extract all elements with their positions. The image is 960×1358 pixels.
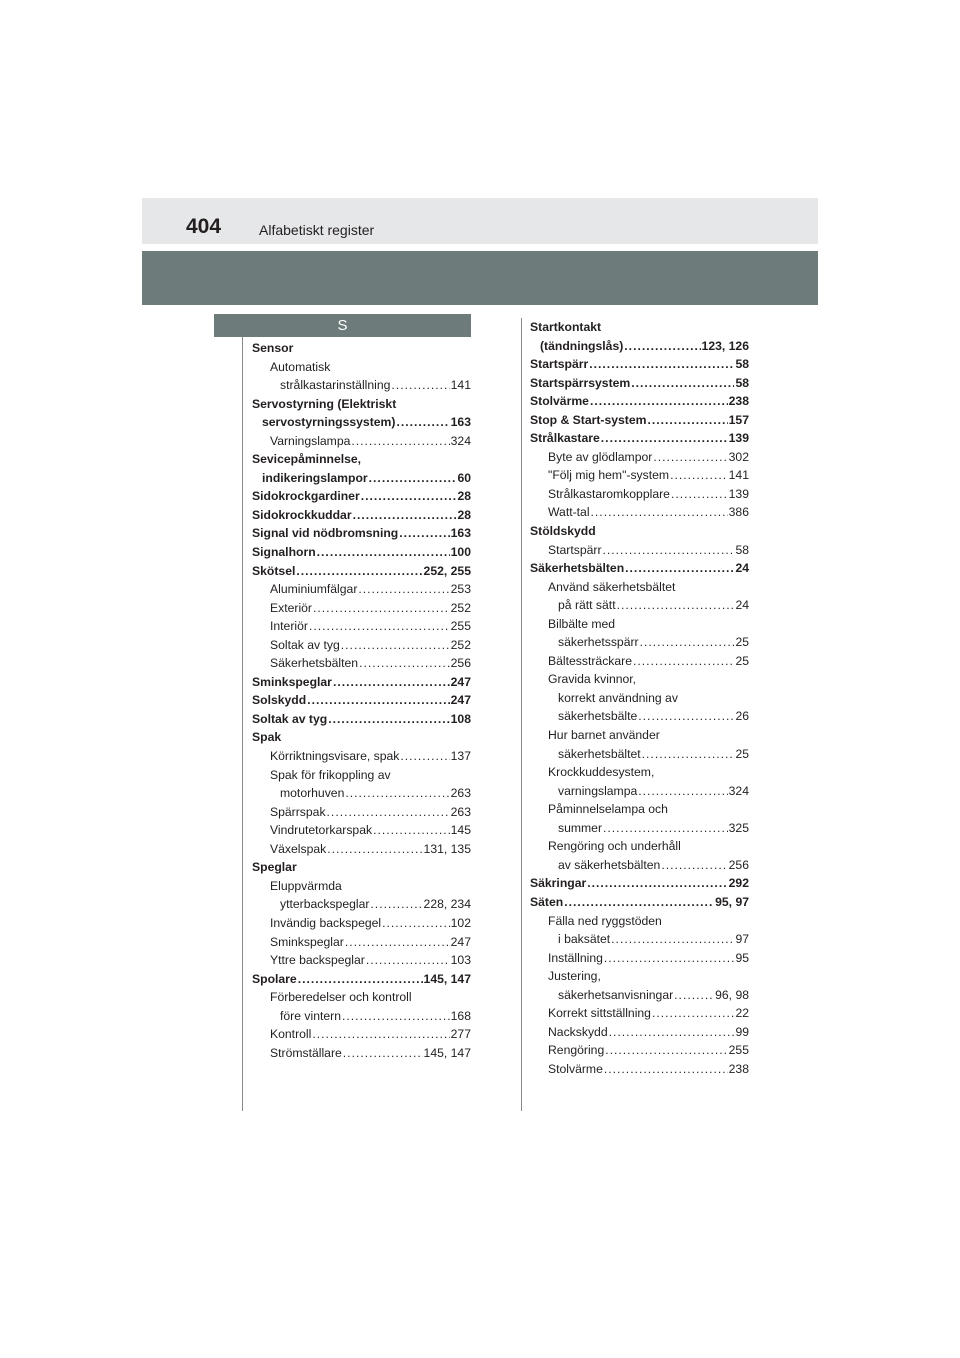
entry-page-ref: 238 [728,394,749,409]
entry-page-ref: 141 [450,378,471,393]
entry-page-ref: 252, 255 [423,563,471,578]
entry-page-ref: 253 [450,582,471,597]
entry-page-ref: 25 [735,653,749,668]
entry-page-ref: 263 [450,786,471,801]
entry-term: Säkerhetsbälten [270,656,359,671]
entry-term: Byte av glödlampor [548,449,653,464]
entry-page-ref: 58 [735,542,749,557]
entry-term: Justering, [548,969,601,984]
dot-leader [603,541,735,560]
entry-page-ref: 252 [450,637,471,652]
entry-term: Spak [252,730,282,745]
entry-term: Kontroll [270,1027,312,1042]
index-entry [530,986,749,1005]
dot-leader [670,466,728,485]
index-entry [530,893,749,912]
entry-term: före vintern [280,1008,341,1023]
index-entry [252,543,471,562]
header-bar [142,198,818,244]
entry-page-ref: 123, 126 [701,338,749,353]
entry-page-ref: 277 [450,1027,471,1042]
dot-leader [327,803,450,822]
entry-term: Servostyrning (Elektriskt [252,396,397,411]
entry-page-ref: 26 [735,709,749,724]
dot-leader [358,580,449,599]
entry-term: Spärrspak [270,804,326,819]
dot-leader [307,691,449,710]
entry-page-ref: 145, 147 [423,1045,471,1060]
entry-page-ref: 157 [728,412,749,427]
entry-term: Sminkspeglar [270,934,344,949]
index-entry [252,358,471,377]
entry-page-ref: 145, 147 [423,971,471,986]
index-entry [252,1044,471,1063]
dot-leader [611,930,734,949]
dot-leader [341,636,450,655]
entry-page-ref: 228, 234 [423,897,471,912]
entry-term: Startspärr [548,542,602,557]
index-entry [530,485,749,504]
entry-term: på rätt sätt [558,598,616,613]
entry-term: "Följ mig hem"-system [548,468,670,483]
index-entry [252,599,471,618]
entry-term: Fälla ned ryggstöden [548,913,662,928]
entry-term: Startspärr [530,357,589,372]
dot-leader [617,596,735,615]
entry-page-ref: 58 [735,375,749,390]
dot-leader [399,524,449,543]
entry-page-ref: 28 [457,489,471,504]
dot-leader [671,485,728,504]
entry-page-ref: 60 [457,470,471,485]
entry-page-ref: 139 [728,486,749,501]
entry-term: Aluminiumfälgar [270,582,358,597]
entry-term: Stolvärme [530,394,589,409]
entry-term: Gravida kvinnor, [548,672,637,687]
entry-term: Krockkuddesystem, [548,765,655,780]
index-entry [252,970,471,989]
index-entry [252,840,471,859]
entry-page-ref: 255 [450,619,471,634]
entry-term: Stolvärme [548,1061,603,1076]
entry-page-ref: 238 [728,1061,749,1076]
entry-page-ref: 102 [450,915,471,930]
entry-page-ref: 263 [450,804,471,819]
entry-page-ref: 292 [728,876,749,891]
entry-term: Strömställare [270,1045,342,1060]
index-entry [252,710,471,729]
entry-term: Sminkspeglar [252,674,332,689]
entry-page-ref: 100 [450,545,471,560]
index-entry [530,800,749,819]
entry-term: Korrekt sittställning [548,1006,651,1021]
index-entry [252,877,471,896]
dot-leader [624,337,700,356]
index-entry [530,874,749,893]
entry-term: Soltak av tyg [252,711,328,726]
entry-term: Förberedelser och kontroll [270,990,412,1005]
entry-term: Sidokrockkuddar [252,507,352,522]
dot-leader [353,506,457,525]
entry-term: säkerhetsbältet [558,746,641,761]
index-entry [530,912,749,931]
dot-leader [640,633,735,652]
entry-term: Invändig backspegel [270,915,382,930]
entry-page-ref: 24 [735,598,749,613]
dot-leader [638,707,734,726]
index-entry [252,988,471,1007]
entry-term: summer [558,820,603,835]
dot-leader [633,652,734,671]
entry-term: Växelspak [270,841,327,856]
index-entry [530,782,749,801]
index-entry [530,1023,749,1042]
index-entry [252,339,471,358]
entry-term: Rengöring [548,1043,605,1058]
index-entry [530,967,749,986]
index-entry [530,1004,749,1023]
index-entry [252,617,471,636]
entry-page-ref: 97 [735,932,749,947]
entry-page-ref: 247 [450,693,471,708]
entry-term: Vindrutetorkarspak [270,823,373,838]
entry-page-ref: 96, 98 [715,987,749,1002]
entry-term: Interiör [270,619,308,634]
index-entry [530,707,749,726]
entry-term: Använd säkerhetsbältet [548,579,676,594]
dot-leader [638,782,727,801]
index-entry [530,856,749,875]
index-column-left [252,339,471,1062]
index-entry [252,469,471,488]
dot-leader [589,355,734,374]
entry-page-ref: 163 [450,526,471,541]
index-entry [530,448,749,467]
index-entry [252,395,471,414]
entry-page-ref: 141 [728,468,749,483]
entry-page-ref: 256 [728,857,749,872]
entry-term: Soltak av tyg [270,637,340,652]
dot-leader [609,1023,735,1042]
dot-leader [661,856,727,875]
index-entry [252,895,471,914]
index-entry [530,689,749,708]
entry-term: Inställning [548,950,603,965]
entry-term: indikeringslampor [262,470,368,485]
entry-term: Nackskydd [548,1024,608,1039]
entry-term: Spak för frikoppling av [270,767,391,782]
entry-page-ref: 139 [728,431,749,446]
entry-term: Påminnelselampa och [548,802,668,817]
index-entry [252,524,471,543]
index-entry [252,1025,471,1044]
entry-term: Strålkastaromkopplare [548,486,670,501]
entry-page-ref: 108 [450,711,471,726]
index-entry [252,376,471,395]
entry-page-ref: 103 [450,953,471,968]
dot-leader [309,617,450,636]
entry-term: i baksätet [558,932,611,947]
entry-term: Bältessträckare [548,653,632,668]
dot-leader [603,819,728,838]
entry-term: Startspärrsystem [530,375,631,390]
index-entry [530,837,749,856]
entry-term: Signalhorn [252,545,316,560]
entry-page-ref: 137 [450,749,471,764]
entry-term: Spolare [252,971,297,986]
entry-page-ref: 168 [450,1008,471,1023]
dot-leader [653,448,727,467]
entry-page-ref: 163 [450,415,471,430]
index-entry [530,596,749,615]
index-entry [530,930,749,949]
entry-page-ref: 58 [735,357,749,372]
entry-term: Skötsel [252,563,296,578]
entry-page-ref: 131, 135 [423,841,471,856]
index-entry [530,522,749,541]
entry-term: säkerhetsbälte [558,709,638,724]
dot-leader [587,874,727,893]
entry-term: Rengöring och underhåll [548,839,681,854]
index-entry [530,355,749,374]
dot-leader [351,432,449,451]
page-number: 404 [186,215,222,238]
entry-term: Varningslampa [270,433,351,448]
entry-term: Strålkastare [530,431,600,446]
dot-leader [333,673,450,692]
dot-leader [590,392,728,411]
dot-leader [366,951,450,970]
index-entry [530,1060,749,1079]
index-entry [252,413,471,432]
entry-page-ref: 247 [450,934,471,949]
index-entry [252,766,471,785]
index-entry [530,633,749,652]
index-entry [252,933,471,952]
entry-term: Speglar [252,860,297,875]
entry-term: Sidokrockgardiner [252,489,360,504]
entry-term: Säten [530,894,564,909]
index-entry [530,1041,749,1060]
entry-term: Automatisk [270,359,331,374]
index-entry [530,503,749,522]
dot-leader [298,970,423,989]
entry-term: av säkerhetsbälten [558,857,661,872]
dot-leader [327,840,422,859]
entry-page-ref: 252 [450,600,471,615]
index-entry [252,636,471,655]
index-entry [252,803,471,822]
middle-column-rule [521,318,522,1111]
entry-term: Yttre backspeglar [270,953,365,968]
entry-term: strålkastarinställning [280,378,391,393]
dot-leader [312,1025,449,1044]
dot-leader [604,949,735,968]
entry-page-ref: 24 [735,561,749,576]
entry-term: Eluppvärmda [270,878,342,893]
dot-leader [400,747,449,766]
dot-leader [345,933,450,952]
index-entry [252,858,471,877]
left-column-rule [242,337,243,1111]
entry-term: korrekt användning av [558,690,678,705]
entry-term: Säkerhetsbälten [530,561,625,576]
index-entry [252,562,471,581]
entry-term: Hur barnet använder [548,728,660,743]
dot-leader [342,1007,450,1026]
index-entry [530,392,749,411]
entry-page-ref: 99 [735,1024,749,1039]
index-entry [530,578,749,597]
entry-page-ref: 28 [457,507,471,522]
entry-page-ref: 255 [728,1043,749,1058]
dot-leader [631,374,734,393]
index-entry [252,728,471,747]
entry-page-ref: 22 [735,1006,749,1021]
entry-term: (tändningslås) [540,338,624,353]
entry-page-ref: 324 [450,433,471,448]
entry-term: Stöldskydd [530,524,596,539]
dot-leader [317,543,450,562]
entry-page-ref: 256 [450,656,471,671]
dot-leader [647,411,727,430]
entry-term: varningslampa [558,783,638,798]
entry-page-ref: 302 [728,449,749,464]
entry-page-ref: 25 [735,635,749,650]
index-entry [530,337,749,356]
index-column-right [530,318,749,1078]
entry-term: Watt-tal [548,505,590,520]
index-entry [530,411,749,430]
index-entry [252,673,471,692]
index-entry [530,374,749,393]
entry-term: Säkringar [530,876,587,891]
index-entry [252,580,471,599]
entry-page-ref: 95, 97 [715,894,749,909]
entry-term: ytterbackspeglar [280,897,370,912]
entry-page-ref: 324 [728,783,749,798]
dot-leader [601,429,728,448]
dot-leader [605,1041,727,1060]
dot-leader [370,895,422,914]
entry-page-ref: 145 [450,823,471,838]
entry-term: Exteriör [270,600,312,615]
index-entry [530,652,749,671]
index-entry [530,819,749,838]
index-entry [252,432,471,451]
index-entry [252,450,471,469]
entry-term: Bilbälte med [548,616,616,631]
index-entry [530,615,749,634]
entry-term: motorhuven [280,786,345,801]
dot-leader [328,710,449,729]
dot-leader [642,745,735,764]
entry-term: Sensor [252,341,294,355]
dot-leader [625,559,734,578]
index-entry [252,951,471,970]
index-entry [252,1007,471,1026]
section-title: Alfabetiskt register [259,222,375,238]
dot-leader [345,784,449,803]
entry-term: Sevicepåminnelse, [252,452,362,467]
entry-term: säkerhetsanvisningar [558,987,674,1002]
index-entry [252,691,471,710]
dot-leader [359,654,450,673]
entry-page-ref: 25 [735,746,749,761]
entry-page-ref: 95 [735,950,749,965]
dot-leader [396,413,449,432]
entry-term: Körriktningsvisare, spak [270,749,400,764]
header-band [142,251,818,305]
dot-leader [591,503,728,522]
index-entry [530,429,749,448]
index-entry [252,654,471,673]
dot-leader [369,469,457,488]
index-entry [252,747,471,766]
index-entry [530,949,749,968]
entry-term: Signal vid nödbromsning [252,526,399,541]
index-entry [252,506,471,525]
entry-term: säkerhetsspärr [558,635,639,650]
entry-page-ref: 247 [450,674,471,689]
dot-leader [604,1060,728,1079]
index-entry [252,914,471,933]
entry-term: Startkontakt [530,320,602,334]
dot-leader [674,986,714,1005]
entry-term: servostyrningssystem) [262,415,396,430]
dot-leader [373,821,450,840]
index-entry [252,784,471,803]
index-entry [530,559,749,578]
index-entry [530,318,749,337]
index-entry [530,466,749,485]
index-letter-tab: S [214,314,471,337]
dot-leader [382,914,450,933]
index-entry [530,726,749,745]
index-entry [530,763,749,782]
index-entry [530,541,749,560]
entry-term: Solskydd [252,693,307,708]
dot-leader [361,487,457,506]
index-entry [530,745,749,764]
dot-leader [652,1004,734,1023]
entry-page-ref: 325 [728,820,749,835]
dot-leader [564,893,714,912]
entry-page-ref: 386 [728,505,749,520]
dot-leader [313,599,450,618]
index-entry [252,487,471,506]
entry-term: Stop & Start-system [530,412,647,427]
dot-leader [343,1044,423,1063]
dot-leader [296,562,422,581]
index-entry [252,821,471,840]
dot-leader [391,376,449,395]
index-entry [530,670,749,689]
